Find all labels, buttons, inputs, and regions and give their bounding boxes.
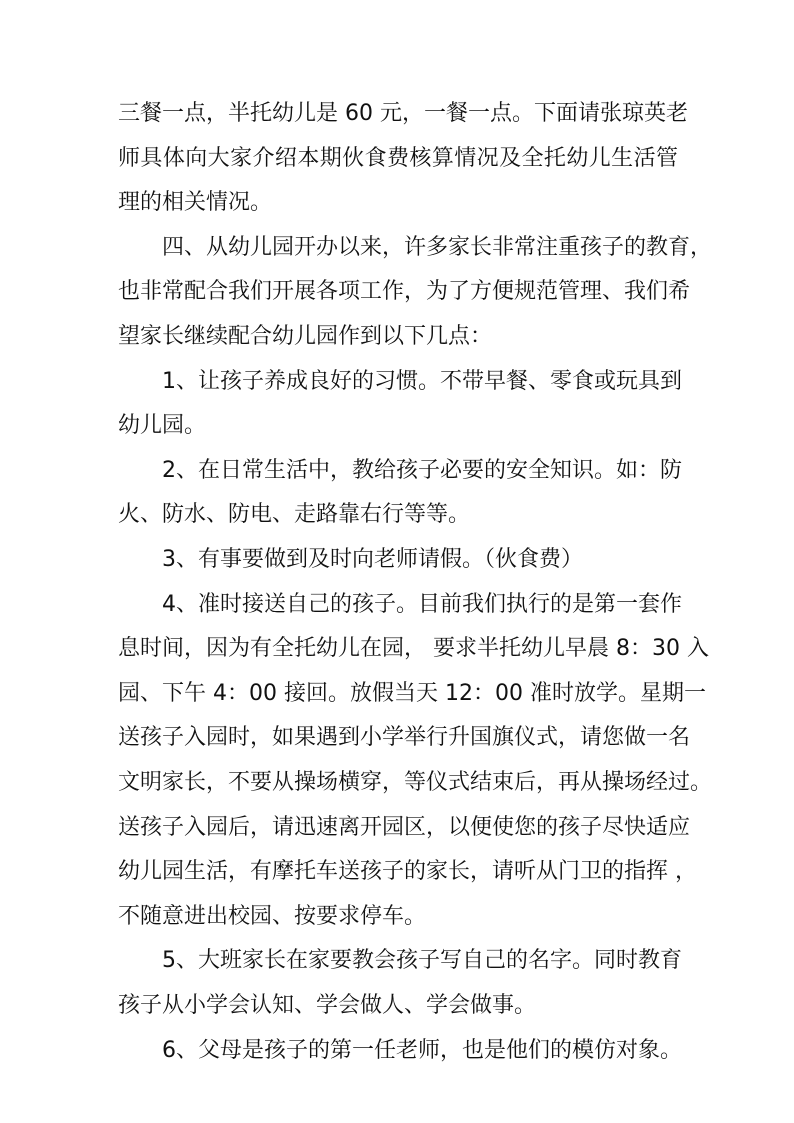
text-line: 幼儿园生活，有摩托车送孩子的家长，请听从门卫的指挥 ， (118, 859, 697, 885)
text-line: 不随意进出校园、按要求停车。 (118, 903, 427, 929)
text-line: 师具体向大家介绍本期伙食费核算情况及全托幼儿生活管 (118, 145, 678, 171)
text-line: 孩子从小学会认知、学会做人、学会做事。 (118, 993, 537, 1018)
text-line: 理的相关情况。 (118, 190, 273, 216)
text-line: 幼儿园。 (118, 413, 207, 439)
text-line: 6、父母是孩子的第一任老师，也是他们的模仿对象。 (162, 1037, 682, 1063)
text-line: 送孩子入园时，如果遇到小学举行升国旗仪式，请您做一名 (118, 725, 691, 751)
text-line: 三餐一点，半托幼儿是 60 元，一餐一点。下面请张琼英老 (118, 101, 688, 126)
text-line: 园、下午 4：00 接回。放假当天 12：00 准时放学。星期一 (118, 680, 706, 706)
text-line: 也非常配合我们开展各项工作，为了方便规范管理、我们希 (118, 279, 691, 305)
text-line: 火、防水、防电、走路靠右行等等。 (118, 502, 471, 528)
text-line: 文明家长，不要从操场横穿，等仪式结束后，再从操场经过。 (118, 770, 713, 795)
text-line: 送孩子入园后，请迅速离开园区，以便使您的孩子尽快适应 (118, 814, 691, 840)
text-line: 1、让孩子养成良好的习惯。不带早餐、零食或玩具到 (162, 368, 682, 394)
text-line: 四、从幼儿园开办以来，许多家长非常注重孩子的教育， (162, 234, 713, 260)
text-line: 3、有事要做到及时向老师请假。（伙食费） (162, 547, 583, 572)
text-line: 息时间，因为有全托幼儿在园， 要求半托幼儿早晨 8：30 入 (118, 636, 709, 662)
text-line: 5、大班家长在家要教会孩子写自己的名字。同时教育 (162, 948, 682, 974)
text-line: 4、准时接送自己的孩子。目前我们执行的是第一套作 (162, 591, 682, 617)
text-line: 2、在日常生活中，教给孩子必要的安全知识。如：防 (162, 457, 682, 483)
text-line: 望家长继续配合幼儿园作到以下几点： (118, 324, 493, 349)
